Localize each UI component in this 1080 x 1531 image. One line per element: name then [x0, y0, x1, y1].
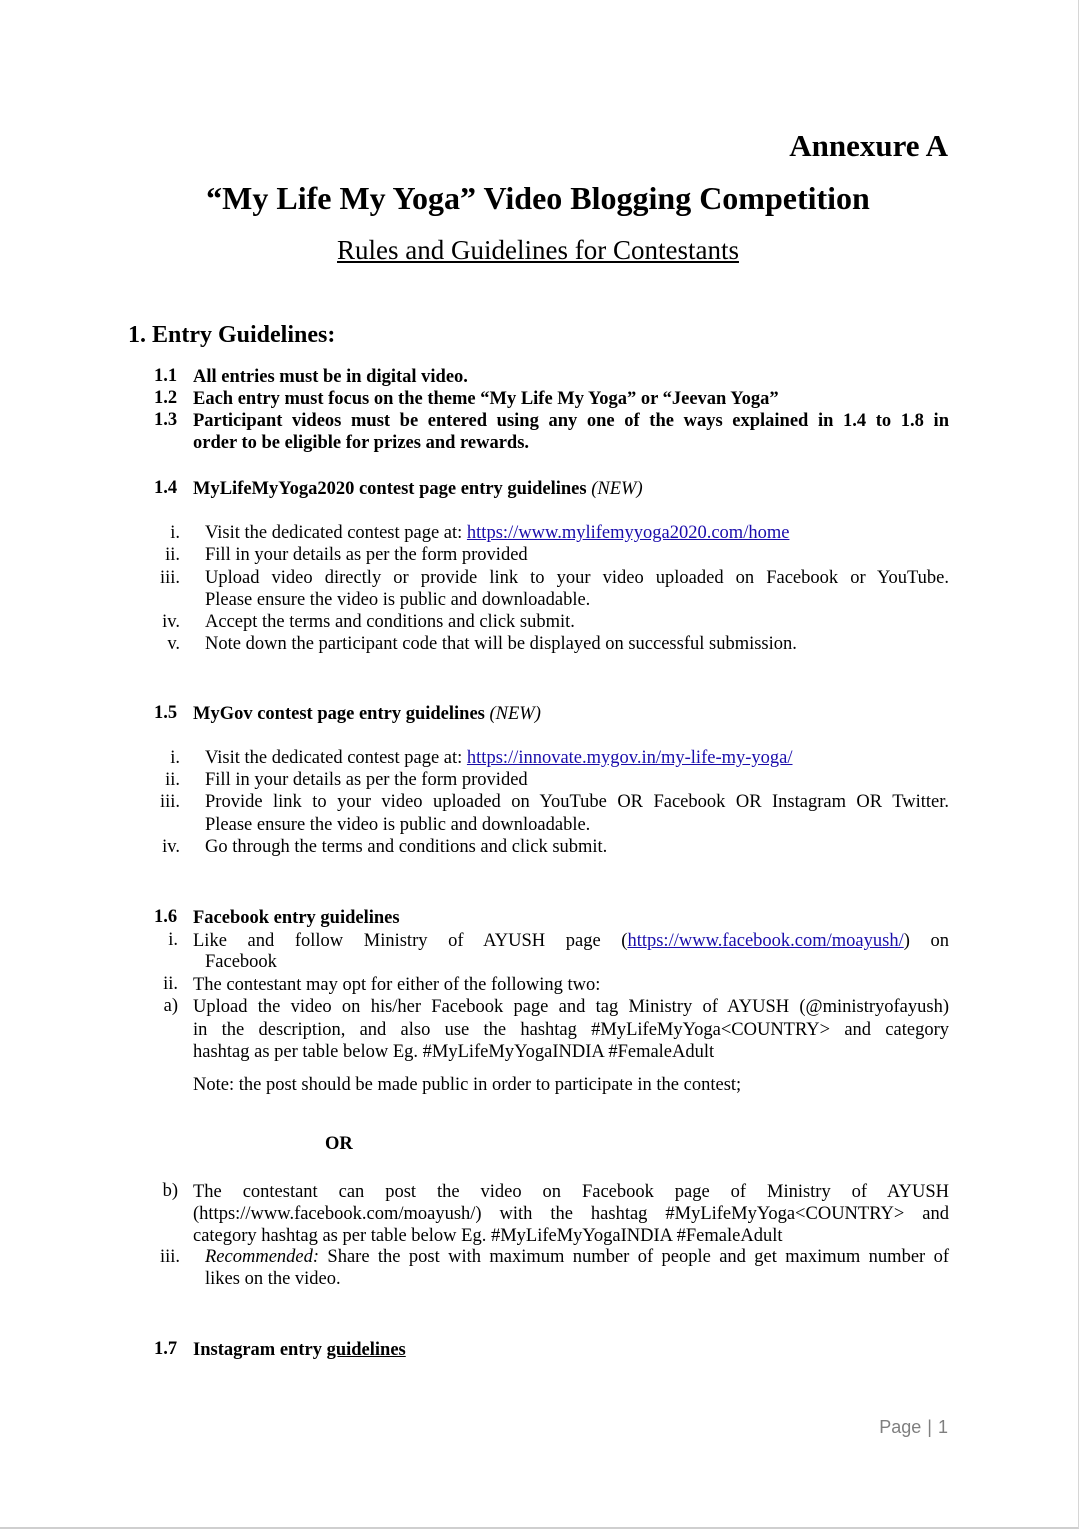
- list-number: ii.: [165, 545, 180, 565]
- list-item: Facebook: [205, 952, 277, 972]
- new-tag: (NEW): [489, 704, 541, 724]
- subsection-title: Facebook entry guidelines: [193, 908, 400, 928]
- list-number: iii.: [159, 792, 180, 812]
- page-number: 1: [937, 1417, 948, 1437]
- list-number: i.: [170, 523, 180, 543]
- document-subtitle: Rules and Guidelines for Contestants: [337, 235, 739, 265]
- page-label: Page: [879, 1417, 922, 1437]
- clause-number: 1.1: [154, 366, 178, 386]
- mygov-page-link[interactable]: https://innovate.mygov.in/my-life-my-yoga/: [466, 748, 793, 768]
- annexure-label: Annexure A: [789, 128, 948, 163]
- subsection-heading: Instagram entry guidelines: [193, 1340, 406, 1360]
- subsection-title: MyLifeMyYoga2020 contest page entry guidelines: [193, 479, 587, 499]
- list-item: Recommended: Share the post with maximum number of people and get maximum number of: [205, 1247, 949, 1267]
- list-item: Note down the participant code that will be displayed on successful submission.: [205, 634, 797, 654]
- subsection-heading: [193, 478, 643, 500]
- list-item: Provide link to your video uploaded on YouTube OR Facebook OR Instagram OR Twitter.: [205, 792, 949, 812]
- list-item: hashtag as per table below Eg. #MyLifeMyYogaINDIA #FemaleAdult: [193, 1042, 715, 1062]
- contest-page-link[interactable]: https://www.mylifemyyoga2020.com/home: [466, 523, 790, 543]
- list-item: Please ensure the video is public and downloadable.: [205, 815, 591, 835]
- subsection-heading: [193, 703, 541, 725]
- subsection-title: MyGov contest page entry guidelines: [193, 704, 485, 724]
- clause-text: order to be eligible for prizes and rewards.: [193, 433, 530, 453]
- list-number: v.: [167, 634, 180, 654]
- list-number: iv.: [162, 837, 180, 857]
- list-number: iv.: [162, 612, 180, 632]
- list-item: Accept the terms and conditions and click submit.: [205, 612, 575, 632]
- clause-text: All entries must be in digital video.: [193, 367, 468, 387]
- page-footer: [879, 1417, 948, 1438]
- subsection-number: 1.6: [154, 907, 178, 927]
- list-number: a): [163, 996, 178, 1016]
- list-number: ii.: [165, 770, 180, 790]
- note-text: Note: the post should be made public in order to participate in the contest;: [193, 1075, 742, 1095]
- list-number: iii.: [159, 568, 180, 588]
- list-item: Go through the terms and conditions and click submit.: [205, 837, 608, 857]
- list-number: i.: [168, 930, 178, 950]
- list-number: ii.: [163, 974, 178, 994]
- facebook-page-link[interactable]: https://www.facebook.com/moayush/: [627, 931, 904, 951]
- clause-number: 1.2: [154, 388, 178, 408]
- list-number: i.: [170, 748, 180, 768]
- list-item: category hashtag as per table below Eg. #MyLifeMyYogaINDIA #FemaleAdult: [193, 1226, 783, 1246]
- clause-text: Participant videos must be entered using any one of the ways explained in 1.4 to 1.8 in: [193, 411, 949, 431]
- new-tag: (NEW): [591, 479, 643, 499]
- footer-separator: |: [927, 1417, 932, 1437]
- subsection-number: 1.7: [154, 1339, 178, 1359]
- document-title: “My Life My Yoga” Video Blogging Competition: [206, 180, 870, 216]
- list-item: Visit the dedicated contest page at: https://www.mylifemyyoga2020.com/home: [205, 523, 790, 543]
- list-item: Visit the dedicated contest page at: https://innovate.mygov.in/my-life-my-yoga/: [205, 748, 793, 768]
- list-number: iii.: [159, 1247, 180, 1267]
- list-item: Fill in your details as per the form provided: [205, 545, 528, 565]
- list-item: (https://www.facebook.com/moayush/) with the hashtag #MyLifeMyYoga<COUNTRY> and: [193, 1204, 949, 1224]
- subsection-number: 1.4: [154, 478, 178, 498]
- clause-text: Each entry must focus on the theme “My Life My Yoga” or “Jeevan Yoga”: [193, 389, 779, 409]
- list-item: Fill in your details as per the form provided: [205, 770, 528, 790]
- list-item: Upload video directly or provide link to your video uploaded on Facebook or YouTube.: [205, 568, 949, 588]
- list-item: The contestant may opt for either of the following two:: [193, 975, 601, 995]
- section-heading-entry-guidelines: 1. Entry Guidelines:: [128, 322, 336, 348]
- list-item: Like and follow Ministry of AYUSH page (https://www.facebook.com/moayush/) on: [193, 931, 949, 951]
- list-number: b): [162, 1181, 178, 1201]
- list-item: Please ensure the video is public and downloadable.: [205, 590, 591, 610]
- subsection-number: 1.5: [154, 703, 178, 723]
- or-separator: OR: [325, 1134, 353, 1154]
- list-item: in the description, and also use the hashtag #MyLifeMyYoga<COUNTRY> and category: [193, 1020, 949, 1040]
- list-item: likes on the video.: [205, 1269, 341, 1289]
- list-item: Upload the video on his/her Facebook page and tag Ministry of AYUSH (@ministryofayush): [193, 997, 949, 1017]
- list-item: The contestant can post the video on Facebook page of Ministry of AYUSH: [193, 1182, 949, 1202]
- clause-number: 1.3: [154, 410, 178, 430]
